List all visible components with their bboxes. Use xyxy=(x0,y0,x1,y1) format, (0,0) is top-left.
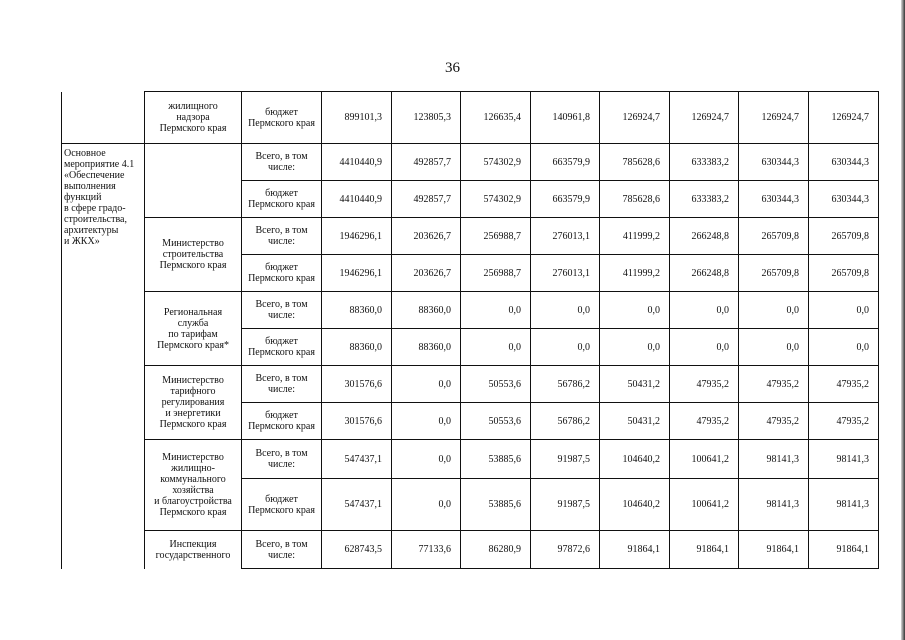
amount-cell: 47935,2 xyxy=(739,366,809,403)
funding-source-line: числе: xyxy=(267,384,296,395)
program-name-line: в сфере градо- xyxy=(64,203,126,214)
funding-source-line: Пермского края xyxy=(248,117,315,129)
amount-cell: 98141,3 xyxy=(739,440,809,479)
org-name-line: Пермского края xyxy=(159,260,227,271)
org-name xyxy=(145,218,242,292)
amount-cell: 91987,5 xyxy=(531,479,600,531)
amount-cell: 98141,3 xyxy=(739,479,809,531)
program-name-line: архитектуры xyxy=(64,225,119,236)
amount-cell: 0,0 xyxy=(392,440,461,479)
amount-cell: 630344,3 xyxy=(739,181,809,218)
funding-source-line: Пермского края xyxy=(248,421,315,432)
amount-cell: 50553,6 xyxy=(461,403,531,440)
amount-cell: 97872,6 xyxy=(531,531,600,569)
funding-source-line: бюджет xyxy=(265,188,298,199)
amount-cell: 126924,7 xyxy=(600,92,670,144)
amount-cell: 77133,6 xyxy=(392,531,461,569)
table-row xyxy=(62,218,879,255)
table-row xyxy=(62,292,879,329)
amount-cell: 266248,8 xyxy=(670,255,739,292)
org-name-line: Пермского края* xyxy=(157,339,229,351)
amount-cell: 265709,8 xyxy=(809,255,879,292)
funding-source-line: бюджет xyxy=(265,410,298,421)
amount-cell: 53885,6 xyxy=(461,440,531,479)
org-name-line: жилищно- xyxy=(171,463,215,474)
amount-cell: 50553,6 xyxy=(461,366,531,403)
amount-cell: 126924,7 xyxy=(670,92,739,144)
amount-cell: 301576,6 xyxy=(322,403,392,440)
funding-source-line: Всего, в том xyxy=(255,373,308,384)
amount-cell: 276013,1 xyxy=(531,218,600,255)
amount-cell: 88360,0 xyxy=(322,329,392,366)
amount-cell: 0,0 xyxy=(461,329,531,366)
amount-cell: 56786,2 xyxy=(531,403,600,440)
funding-source xyxy=(242,255,322,292)
amount-cell: 91864,1 xyxy=(600,531,670,569)
amount-cell: 47935,2 xyxy=(670,366,739,403)
amount-cell: 574302,9 xyxy=(461,181,531,218)
org-name-line: Региональная xyxy=(163,306,223,318)
amount-cell: 0,0 xyxy=(600,292,670,329)
funding-source-line: Пермского края xyxy=(248,347,315,358)
table-row xyxy=(62,531,879,569)
amount-cell: 663579,9 xyxy=(531,181,600,218)
funding-source xyxy=(242,329,322,366)
amount-cell: 301576,6 xyxy=(322,366,392,403)
program-name-line: «Обеспечение xyxy=(64,170,125,181)
amount-cell: 574302,9 xyxy=(461,144,531,181)
amount-cell: 0,0 xyxy=(739,329,809,366)
funding-source xyxy=(242,144,322,181)
funding-source xyxy=(242,181,322,218)
amount-cell: 663579,9 xyxy=(531,144,600,181)
amount-cell: 123805,3 xyxy=(392,92,461,144)
amount-cell: 0,0 xyxy=(809,292,879,329)
org-name xyxy=(145,366,242,440)
amount-cell: 100641,2 xyxy=(670,440,739,479)
amount-cell: 0,0 xyxy=(392,366,461,403)
amount-cell: 547437,1 xyxy=(322,479,392,531)
org-name-line: Пермского края xyxy=(159,507,227,518)
org-name-line: и благоустройства xyxy=(154,496,232,507)
org-name-line: тарифного xyxy=(170,386,216,397)
amount-cell: 4410440,9 xyxy=(322,181,392,218)
funding-source-line: числе: xyxy=(267,236,296,247)
amount-cell: 266248,8 xyxy=(670,218,739,255)
program-name-line: мероприятие 4.1 xyxy=(64,159,135,170)
funding-source-line: Всего, в том xyxy=(255,151,308,162)
table-row xyxy=(62,92,879,144)
amount-cell: 104640,2 xyxy=(600,479,670,531)
amount-cell: 630344,3 xyxy=(739,144,809,181)
org-name-line: Пермского края xyxy=(159,123,227,134)
org-name-line: Министерство xyxy=(162,238,224,249)
org-name-line: Министерство xyxy=(162,452,224,463)
amount-cell: 0,0 xyxy=(600,329,670,366)
program-name-line: функций xyxy=(64,192,102,203)
funding-source-line: Пермского края xyxy=(248,273,315,284)
funding-source-line: бюджет xyxy=(265,493,298,505)
amount-cell: 47935,2 xyxy=(739,403,809,440)
amount-cell: 411999,2 xyxy=(600,218,670,255)
org-name xyxy=(145,92,242,144)
funding-source-line: числе: xyxy=(267,162,296,173)
funding-source xyxy=(242,218,322,255)
amount-cell: 628743,5 xyxy=(322,531,392,569)
org-name xyxy=(145,292,242,366)
amount-cell: 265709,8 xyxy=(809,218,879,255)
amount-cell: 100641,2 xyxy=(670,479,739,531)
amount-cell: 411999,2 xyxy=(600,255,670,292)
funding-source-line: Пермского края xyxy=(248,504,315,516)
amount-cell: 0,0 xyxy=(392,479,461,531)
funding-source-line: Всего, в том xyxy=(255,448,308,459)
funding-source xyxy=(242,531,322,569)
amount-cell: 140961,8 xyxy=(531,92,600,144)
funding-source xyxy=(242,92,322,144)
amount-cell: 91987,5 xyxy=(531,440,600,479)
amount-cell: 265709,8 xyxy=(739,218,809,255)
funding-source xyxy=(242,440,322,479)
org-name-line: Министерство xyxy=(162,375,224,386)
amount-cell: 203626,7 xyxy=(392,218,461,255)
amount-cell: 276013,1 xyxy=(531,255,600,292)
amount-cell: 126924,7 xyxy=(739,92,809,144)
amount-cell: 50431,2 xyxy=(600,403,670,440)
org-name-line: жилищного xyxy=(168,101,218,112)
amount-cell: 86280,9 xyxy=(461,531,531,569)
program-name-line: строительства, xyxy=(64,214,127,225)
amount-cell: 0,0 xyxy=(531,329,600,366)
amount-cell: 1946296,1 xyxy=(322,218,392,255)
org-name-line: регулирования xyxy=(161,397,225,408)
amount-cell: 547437,1 xyxy=(322,440,392,479)
page-number: 36 xyxy=(445,60,460,76)
table-row xyxy=(62,440,879,479)
funding-source xyxy=(242,479,322,531)
amount-cell: 630344,3 xyxy=(809,144,879,181)
org-name-line: служба xyxy=(177,317,209,329)
amount-cell: 91864,1 xyxy=(809,531,879,569)
amount-cell: 56786,2 xyxy=(531,366,600,403)
org-name xyxy=(145,440,242,531)
amount-cell: 492857,7 xyxy=(392,144,461,181)
funding-source xyxy=(242,366,322,403)
program-name-line: и ЖКХ» xyxy=(64,236,100,247)
funding-source-line: Всего, в том xyxy=(255,538,308,550)
amount-cell: 203626,7 xyxy=(392,255,461,292)
table-row xyxy=(62,366,879,403)
program-blank-cell xyxy=(62,92,145,144)
amount-cell: 899101,3 xyxy=(322,92,392,144)
amount-cell: 98141,3 xyxy=(809,440,879,479)
budget-table xyxy=(61,91,879,569)
amount-cell: 126635,4 xyxy=(461,92,531,144)
amount-cell: 633383,2 xyxy=(670,144,739,181)
org-name-line: Инспекция xyxy=(169,538,217,550)
funding-source-line: Всего, в том xyxy=(255,299,308,310)
amount-cell: 1946296,1 xyxy=(322,255,392,292)
amount-cell: 0,0 xyxy=(739,292,809,329)
amount-cell: 265709,8 xyxy=(739,255,809,292)
amount-cell: 88360,0 xyxy=(322,292,392,329)
program-name xyxy=(62,144,145,569)
amount-cell: 0,0 xyxy=(461,292,531,329)
amount-cell: 785628,6 xyxy=(600,144,670,181)
org-name-line: Пермского края xyxy=(159,419,227,430)
funding-source-line: бюджет xyxy=(265,336,298,347)
amount-cell: 492857,7 xyxy=(392,181,461,218)
org-name xyxy=(145,144,242,218)
funding-source xyxy=(242,403,322,440)
amount-cell: 88360,0 xyxy=(392,292,461,329)
program-name-line: выполнения xyxy=(64,181,116,192)
amount-cell: 785628,6 xyxy=(600,181,670,218)
program-name-line: Основное xyxy=(64,148,106,159)
amount-cell: 0,0 xyxy=(670,329,739,366)
org-name-line: по тарифам xyxy=(168,328,218,340)
amount-cell: 4410440,9 xyxy=(322,144,392,181)
amount-cell: 91864,1 xyxy=(739,531,809,569)
table-row xyxy=(62,144,879,181)
org-name-line: надзора xyxy=(176,112,210,123)
org-name-line: и энергетики xyxy=(165,408,221,419)
amount-cell: 47935,2 xyxy=(809,366,879,403)
amount-cell: 47935,2 xyxy=(809,403,879,440)
amount-cell: 633383,2 xyxy=(670,181,739,218)
amount-cell: 256988,7 xyxy=(461,255,531,292)
amount-cell: 630344,3 xyxy=(809,181,879,218)
funding-source-line: числе: xyxy=(267,549,296,561)
funding-source xyxy=(242,292,322,329)
org-name-line: строительства xyxy=(162,249,224,260)
funding-source-line: Пермского края xyxy=(248,199,315,210)
amount-cell: 47935,2 xyxy=(670,403,739,440)
amount-cell: 88360,0 xyxy=(392,329,461,366)
amount-cell: 91864,1 xyxy=(670,531,739,569)
amount-cell: 0,0 xyxy=(392,403,461,440)
scan-edge xyxy=(901,0,905,640)
funding-source-line: числе: xyxy=(267,459,296,470)
org-name-line: хозяйства xyxy=(172,485,214,496)
amount-cell: 104640,2 xyxy=(600,440,670,479)
amount-cell: 53885,6 xyxy=(461,479,531,531)
amount-cell: 98141,3 xyxy=(809,479,879,531)
funding-source-line: бюджет xyxy=(265,106,298,118)
amount-cell: 50431,2 xyxy=(600,366,670,403)
amount-cell: 0,0 xyxy=(531,292,600,329)
amount-cell: 0,0 xyxy=(809,329,879,366)
org-name-line: государственного xyxy=(155,549,231,561)
funding-source-line: бюджет xyxy=(265,262,298,273)
amount-cell: 0,0 xyxy=(670,292,739,329)
org-name xyxy=(145,531,242,569)
funding-source-line: числе: xyxy=(267,310,296,321)
org-name-line: коммунального xyxy=(160,474,226,485)
funding-source-line: Всего, в том xyxy=(255,225,308,236)
amount-cell: 256988,7 xyxy=(461,218,531,255)
amount-cell: 126924,7 xyxy=(809,92,879,144)
